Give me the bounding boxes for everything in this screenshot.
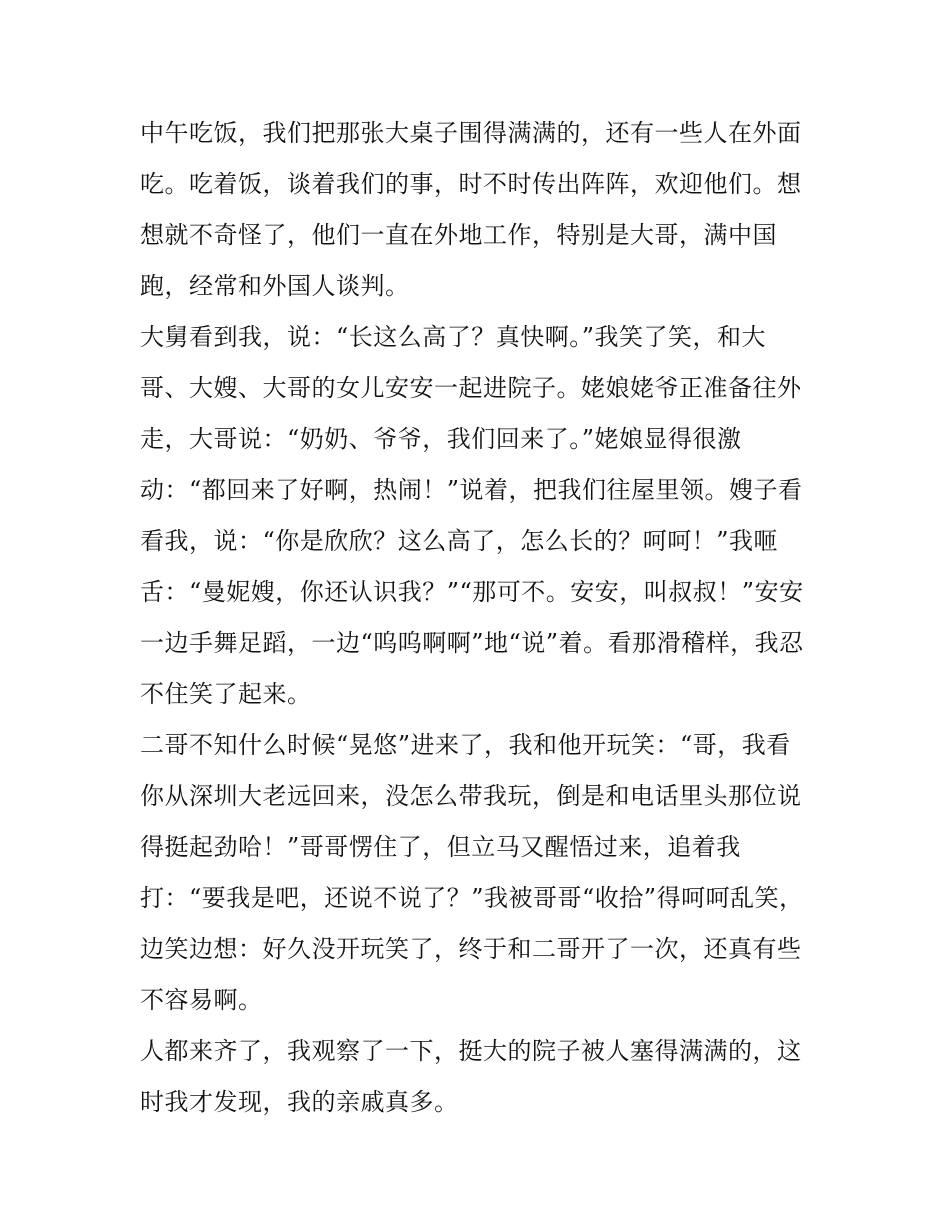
text-line: 舌：“曼妮嫂，你还认识我？”“那可不。安安，叫叔叔！”安安 <box>140 578 804 606</box>
text-line: 二哥不知什么时候“晃悠”进来了，我和他开玩笑：“哥，我看 <box>140 731 791 759</box>
text-line: 跑，经常和外国人谈判。 <box>140 272 410 300</box>
text-line: 吃。吃着饭，谈着我们的事，时不时传出阵阵，欢迎他们。想 <box>140 170 802 198</box>
text-line: 你从深圳大老远回来，没怎么带我玩，倒是和电话里头那位说 <box>140 782 802 810</box>
text-line: 时我才发现，我的亲戚真多。 <box>140 1088 459 1116</box>
text-line: 得挺起劲哈！”哥哥愣住了，但立马又醒悟过来，追着我 <box>140 833 741 861</box>
text-line: 哥、大嫂、大哥的女儿安安一起进院子。姥娘姥爷正准备往外 <box>140 374 802 402</box>
text-line: 不容易啊。 <box>140 986 263 1014</box>
text-line: 边笑边想：好久没开玩笑了，终于和二哥开了一次，还真有些 <box>140 935 802 963</box>
text-line: 看我，说：“你是欣欣？这么高了，怎么长的？呵呵！”我咂 <box>140 527 779 555</box>
text-line: 中午吃饭，我们把那张大桌子围得满满的，还有一些人在外面 <box>140 119 802 147</box>
text-line: 人都来齐了，我观察了一下，挺大的院子被人塞得满满的，这 <box>140 1037 802 1065</box>
text-line: 想就不奇怪了，他们一直在外地工作，特别是大哥，满中国 <box>140 221 777 249</box>
text-line: 走，大哥说：“奶奶、爷爷，我们回来了。”姥娘显得很激 <box>140 425 742 453</box>
body-text <box>140 108 820 1128</box>
text-line: 不住笑了起来。 <box>140 680 312 708</box>
text-line: 一边手舞足蹈，一边“呜呜啊啊”地“说”着。看那滑稽样，我忍 <box>140 629 804 657</box>
text-line: 打：“要我是吧，还说不说了？”我被哥哥“收拾”得呵呵乱笑， <box>140 884 804 912</box>
text-line: 大舅看到我，说：“长这么高了？真快啊。”我笑了笑，和大 <box>140 323 767 351</box>
text-line: 动：“都回来了好啊，热闹！”说着，把我们往屋里领。嫂子看 <box>140 476 803 504</box>
